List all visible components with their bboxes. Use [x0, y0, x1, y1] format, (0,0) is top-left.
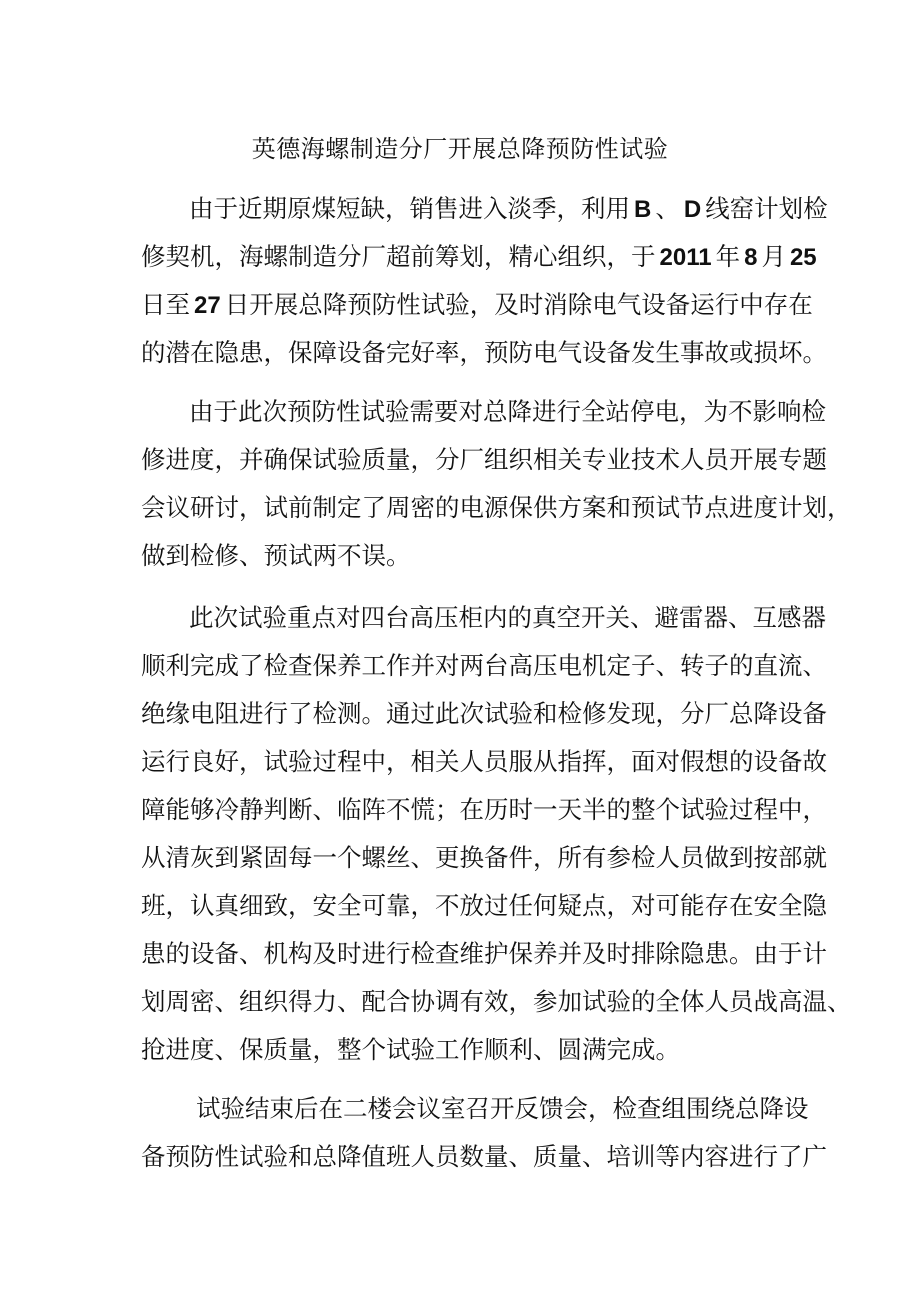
p3-line-4: 运行良好，试验过程中，相关人员服从指挥，面对假想的设备故	[141, 747, 827, 776]
text-segment: 日开展总降预防性试验，及时消除电气设备运行中存在	[224, 290, 813, 319]
text-segment: 线窑计划检	[705, 194, 828, 223]
p2-line-2: 修进度，并确保试验质量，分厂组织相关专业技术人员开展专题	[141, 445, 827, 474]
p3-line-7: 班，认真细致，安全可靠，不放过任何疑点，对可能存在安全隐	[141, 891, 827, 920]
text-segment: 年	[715, 242, 741, 271]
p2-line-3: 会议研讨，试前制定了周密的电源保供方案和预试节点进度计划，	[141, 493, 852, 522]
p1-line-1	[189, 187, 828, 232]
p1-line-2	[141, 235, 821, 280]
bold-number: 8	[744, 244, 758, 271]
p3-line-9: 划周密、组织得力、配合协调有效，参加试验的全体人员战高温、	[141, 987, 852, 1016]
bold-number: 2011	[659, 244, 712, 271]
bold-number: D	[683, 196, 702, 223]
text-segment: 月	[761, 242, 786, 271]
bold-number: 27	[194, 292, 221, 319]
bold-number: 25	[789, 244, 817, 271]
p4-line-1: 试验结束后在二楼会议室召开反馈会，检查组围绕总降设	[196, 1094, 809, 1123]
p3-line-8: 患的设备、机构及时进行检查维护保养并及时排除隐患。由于计	[141, 939, 827, 968]
p4-line-2: 备预防性试验和总降值班人员数量、质量、培训等内容进行了广	[141, 1142, 827, 1171]
p2-line-4: 做到检修、预试两不误。	[141, 541, 411, 570]
p3-line-5: 障能够冷静判断、临阵不慌；在历时一天半的整个试验过程中，	[141, 795, 827, 824]
p1-line-4	[141, 331, 827, 375]
text-segment: 修契机，海螺制造分厂超前筹划，精心组织，于	[141, 242, 656, 271]
p2-line-1: 由于此次预防性试验需要对总降进行全站停电，为不影响检	[189, 397, 826, 426]
document-title: 英德海螺制造分厂开展总降预防性试验	[251, 135, 669, 163]
p1-line-3	[141, 283, 813, 328]
text-segment: 的潜在隐患，保障设备完好率，预防电气设备发生事故或损坏。	[141, 338, 827, 367]
p3-line-6: 从清灰到紧固每一个螺丝、更换备件，所有参检人员做到按部就	[141, 843, 827, 872]
text-segment: 日至	[141, 290, 190, 319]
p3-line-2: 顺利完成了检查保养工作并对两台高压电机定子、转子的直流、	[141, 651, 827, 680]
text-segment: 由于近期原煤短缺，销售进入淡季，利用	[189, 194, 630, 223]
p3-line-1: 此次试验重点对四台高压柜内的真空开关、避雷器、互感器	[189, 603, 826, 632]
p3-line-3: 绝缘电阻进行了检测。通过此次试验和检修发现，分厂总降设备	[141, 699, 827, 728]
bold-number: B	[634, 196, 652, 223]
text-segment: 、	[655, 194, 680, 223]
p3-line-10: 抢进度、保质量，整个试验工作顺利、圆满完成。	[141, 1035, 680, 1064]
